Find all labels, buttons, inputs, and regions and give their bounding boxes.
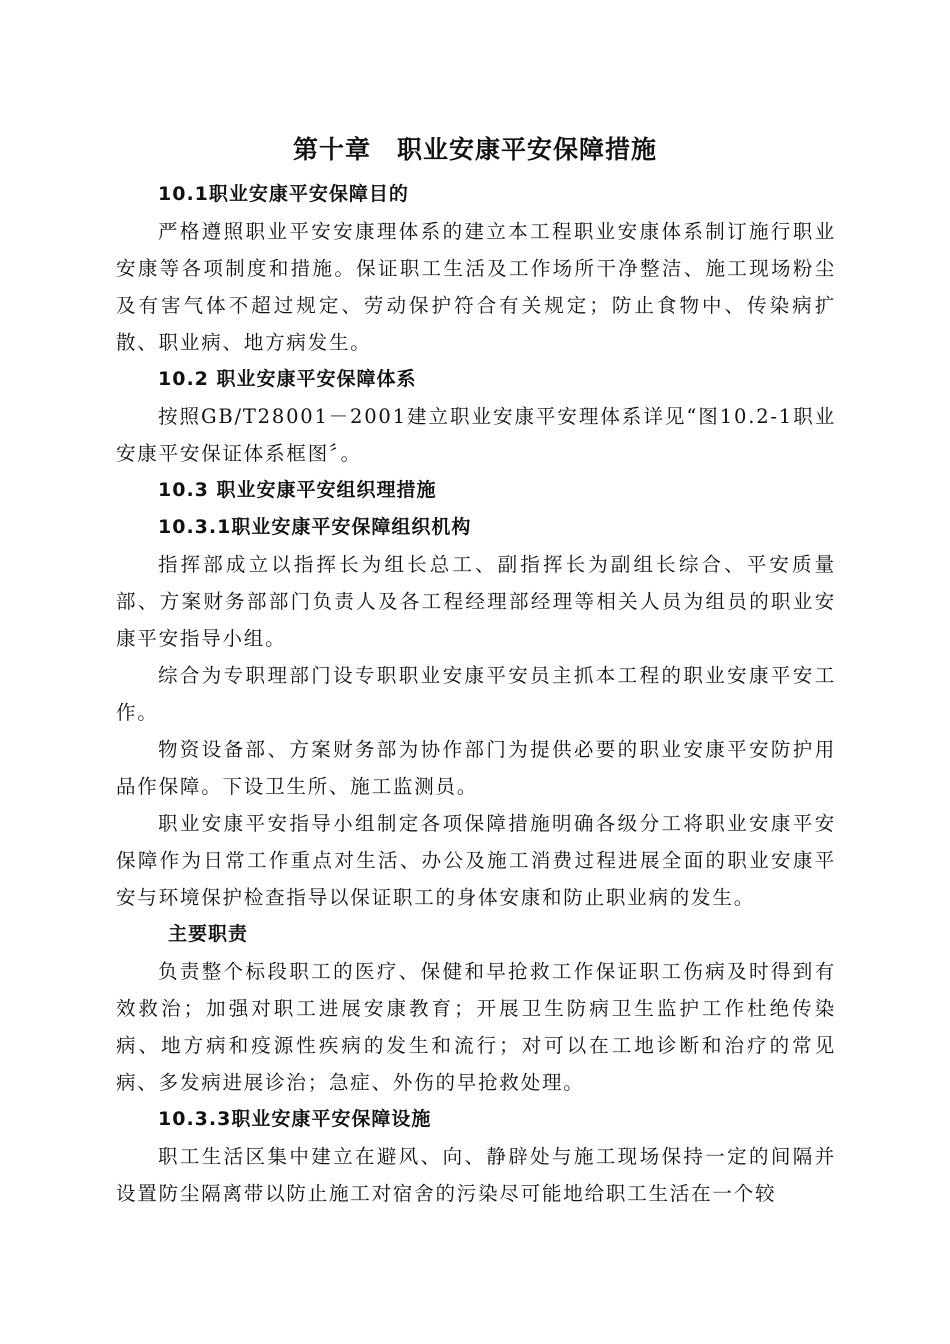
body-paragraph: 综合为专职理部门设专职职业安康平安员主抓本工程的职业安康平安工作。 [116, 664, 836, 724]
section-heading: 10.2 职业安康平安保障体系 [158, 368, 417, 390]
section-heading: 10.3 职业安康平安组织理措施 [158, 479, 437, 501]
body-paragraph: 物资设备部、方案财务部为协作部门为提供必要的职业安康平安防护用品作保障。下设卫生所、施工监测员。 [116, 738, 836, 798]
body-paragraph: 职业安康平安指导小组制定各项保障措施明确各级分工将职业安康平安保障作为日常工作重点对生活、办公及施工消费过程进展全面的职业安康平安与环境保护检查指导以保证职工的身体安康和防止职业病的发生。 [116, 812, 836, 909]
chapter-number: 第十章 [292, 135, 371, 164]
body-paragraph: 负责整个标段职工的医疗、保健和早抢救工作保证职工伤病及时得到有效救治；加强对职工进展安康教育；开展卫生防病卫生监护工作杜绝传染病、地方病和疫源性疾病的发生和流行；对可以在工地诊断和治疗的常见病、多发病进展诊治；急症、外伤的早抢救处理。 [116, 960, 836, 1094]
subsection-heading: 主要职责 [168, 923, 249, 945]
body-paragraph: 指挥部成立以指挥长为组长总工、副指挥长为副组长综合、平安质量部、方案财务部部门负责人及各工程经理部经理等相关人员为组员的职业安康平安指导小组。 [116, 553, 836, 650]
body-paragraph: 按照GB/T28001－2001建立职业安康平安理体系详见“图10.2-1职业安康平安保证体系框图〞。 [116, 405, 836, 465]
chapter-name: 职业安康平安保障措施 [397, 135, 658, 164]
subsection-heading: 10.3.3职业安康平安保障设施 [158, 1108, 432, 1130]
subsection-heading: 10.3.1职业安康平安保障组织机构 [158, 516, 472, 538]
chapter-title [0, 130, 950, 166]
body-paragraph: 职工生活区集中建立在避风、向、静辟处与施工现场保持一定的间隔并设置防尘隔离带以防止施工对宿舍的污染尽可能地给职工生活在一个较 [116, 1145, 836, 1205]
section-heading: 10.1职业安康平安保障目的 [158, 183, 409, 205]
body-paragraph: 严格遵照职业平安安康理体系的建立本工程职业安康体系制订施行职业安康等各项制度和措施。保证职工生活及工作场所干净整洁、施工现场粉尘及有害气体不超过规定、劳动保护符合有关规定；防止食物中、传染病扩散、职业病、地方病发生。 [116, 220, 836, 354]
document-body [116, 176, 836, 1212]
